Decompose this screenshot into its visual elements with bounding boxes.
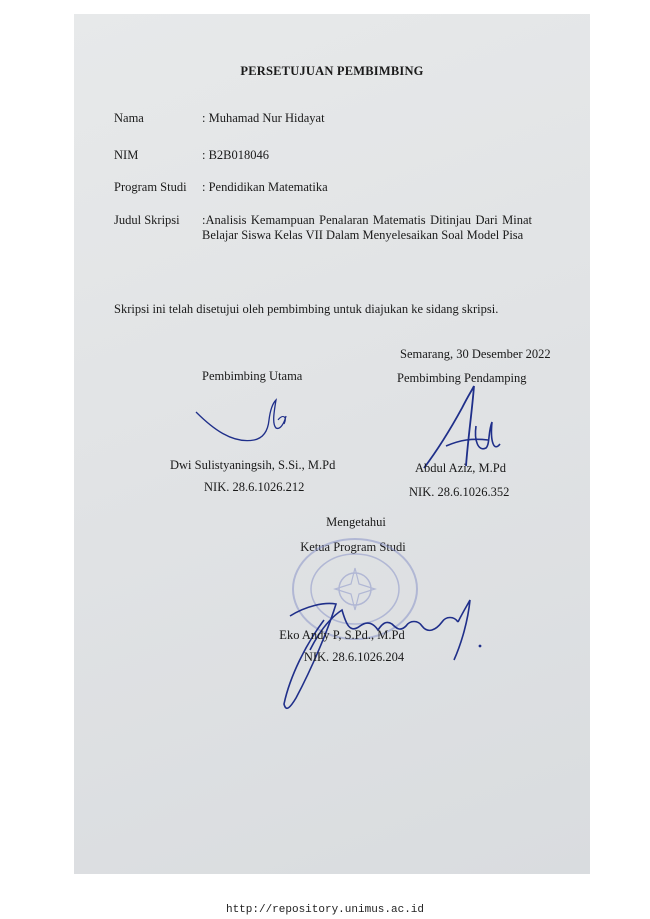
repository-url: http://repository.unimus.ac.id (225, 904, 425, 916)
field-label-program-studi: Program Studi (114, 180, 187, 194)
nik-pembimbing-pendamping: NIK. 28.6.1026.352 (409, 485, 510, 499)
role-pembimbing-pendamping: Pembimbing Pendamping (397, 371, 527, 385)
name-ketua-program-studi: Eko Andy P, S.Pd., M.Pd (279, 628, 405, 642)
field-value-program-studi: : Pendidikan Matematika (202, 180, 328, 194)
nik-pembimbing-utama: NIK. 28.6.1026.212 (204, 480, 305, 494)
field-label-nama: Nama (114, 111, 144, 125)
signature-pembimbing-utama (192, 394, 302, 454)
scanned-document (74, 14, 590, 874)
approval-note: Skripsi ini telah disetujui oleh pembimbing untuk diajukan ke sidang skripsi. (114, 302, 499, 316)
nik-ketua-program-studi: NIK. 28.6.1026.204 (303, 650, 405, 664)
place-date: Semarang, 30 Desember 2022 (400, 347, 551, 361)
field-value-nama: : Muhamad Nur Hidayat (202, 111, 325, 125)
document-title: PERSETUJUAN PEMBIMBING (240, 64, 424, 78)
field-label-judul-skripsi: Judul Skripsi (114, 213, 180, 227)
role-ketua-program-studi: Ketua Program Studi (300, 540, 406, 554)
name-pembimbing-utama: Dwi Sulistyaningsih, S.Si., M.Pd (170, 458, 336, 472)
acknowledged-label: Mengetahui (326, 515, 386, 529)
name-pembimbing-pendamping: Abdul Aziz, M.Pd (415, 461, 506, 475)
role-pembimbing-utama: Pembimbing Utama (202, 369, 303, 383)
field-value-nim: : B2B018046 (202, 148, 270, 162)
field-label-nim: NIM (114, 148, 139, 162)
field-value-judul-skripsi: :Analisis Kemampuan Penalaran Matematis Ditinjau Dari Minat Belajar Siswa Kelas VII Dalam Menyelesaikan Soal Model Pisa (202, 213, 532, 242)
